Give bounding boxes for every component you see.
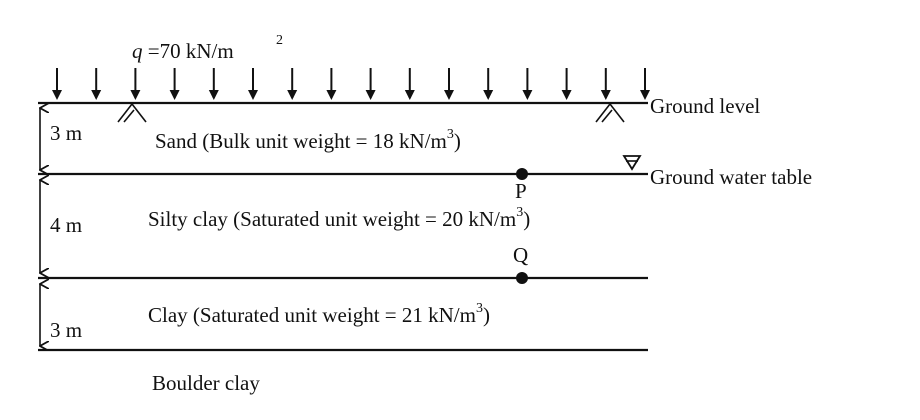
load-arrow — [522, 68, 532, 100]
water-table-label: Ground water table — [650, 165, 813, 189]
load-arrow — [444, 68, 454, 100]
clay-close: ) — [482, 303, 490, 327]
load-arrow — [601, 68, 611, 100]
sand-close: ) — [453, 129, 461, 153]
silty-clay-thickness: 4 m — [50, 213, 83, 237]
clay-name: Clay (Saturated unit weight = 21 kN/m — [148, 303, 476, 327]
water-table-icon — [624, 156, 640, 169]
silty-clay-close: ) — [523, 207, 531, 231]
point-q-label: Q — [513, 243, 529, 267]
load-arrow — [91, 68, 101, 100]
load-exponent: 2 — [276, 33, 283, 48]
surcharge-arrows — [52, 68, 650, 100]
load-arrow — [326, 68, 336, 100]
load-arrow — [248, 68, 258, 100]
boulder-clay-label: Boulder clay — [152, 371, 260, 395]
clay-thickness: 3 m — [50, 318, 83, 342]
load-arrow — [366, 68, 376, 100]
sand-name: Sand (Bulk unit weight = 18 kN/m — [155, 129, 447, 153]
load-value: =70 kN/m — [142, 39, 234, 63]
silty-clay-label — [148, 205, 530, 231]
sand-label — [155, 127, 461, 153]
silty-clay-name: Silty clay (Saturated unit weight = 20 kN/m — [148, 207, 517, 231]
ground-hatch-left — [118, 104, 146, 122]
load-arrow — [130, 68, 140, 100]
load-arrow — [52, 68, 62, 100]
load-arrow — [405, 68, 415, 100]
ground-level-label: Ground level — [650, 94, 761, 118]
load-arrow — [562, 68, 572, 100]
ground-hatch-right — [596, 104, 624, 122]
sand-exponent: 3 — [446, 127, 454, 142]
load-arrow — [287, 68, 297, 100]
load-symbol: q — [132, 39, 143, 63]
load-label — [132, 39, 234, 63]
load-arrow — [209, 68, 219, 100]
load-arrow — [170, 68, 180, 100]
silty-clay-exponent: 3 — [516, 205, 524, 220]
sand-thickness: 3 m — [50, 121, 83, 145]
clay-exponent: 3 — [475, 301, 483, 316]
point-p-label: P — [515, 179, 527, 203]
load-arrow — [640, 68, 650, 100]
clay-label — [148, 301, 490, 327]
load-arrow — [483, 68, 493, 100]
